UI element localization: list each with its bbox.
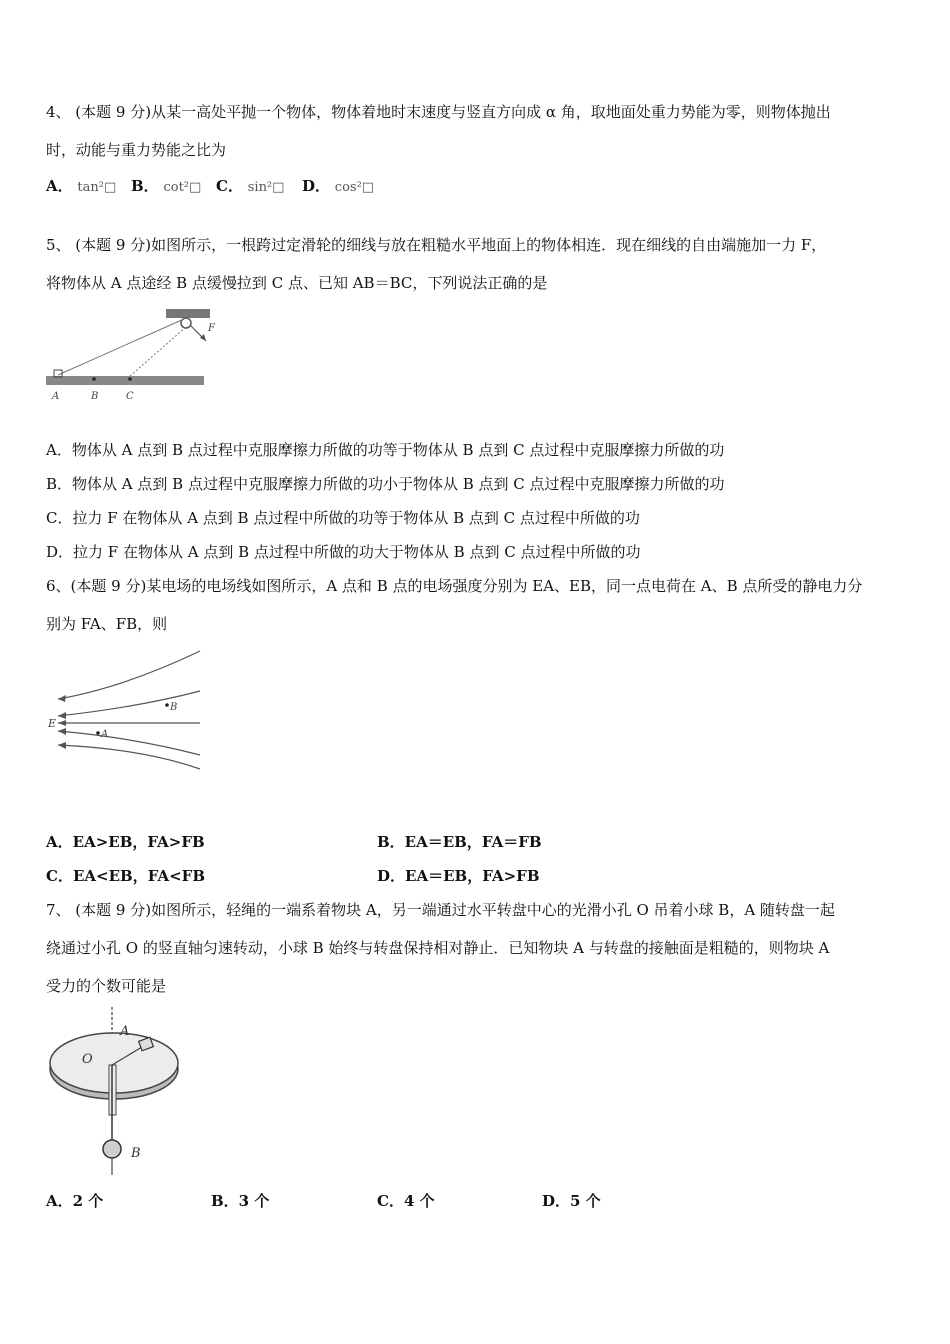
point-a — [96, 731, 100, 735]
q4-option-d-key: D． — [302, 177, 331, 195]
q7-option-a: A．2 个 — [46, 1192, 104, 1210]
q4-option-a-key: A． — [46, 177, 73, 195]
q6-stem-line2: 别为 FA、FB，则 — [46, 615, 168, 633]
q4-option-b-key: B． — [131, 177, 159, 195]
q4-option-a — [46, 176, 116, 198]
q5-option-a: A．物体从 A 点到 B 点过程中克服摩擦力所做的功等于物体从 B 点到 C 点过程中克服摩擦力所做的功 — [46, 441, 725, 459]
label-b: B — [131, 1146, 141, 1161]
point-b — [165, 703, 169, 707]
field-line-5 — [58, 745, 200, 769]
label-e: E — [48, 717, 57, 730]
q7-option-c: C．4 个 — [377, 1192, 435, 1210]
force-arrowhead — [200, 334, 206, 341]
label-a: A — [101, 729, 109, 740]
q4-stem-line2: 时，动能与重力势能之比为 — [46, 141, 227, 159]
q4-option-b — [131, 176, 201, 198]
q7-turntable-figure — [46, 1005, 186, 1177]
label-f: F — [208, 323, 215, 334]
label-c: C — [126, 391, 134, 402]
label-b: B — [91, 391, 99, 402]
q7-option-b: B．3 个 — [211, 1192, 270, 1210]
q7-stem-line2: 绕通过小孔 O 的竖直轴匀速转动，小球 B 始终与转盘保持相对静止．已知物块 A 与转盘的接触面是粗糙的，则物块 A — [46, 939, 830, 957]
q7-option-d: D．5 个 — [542, 1192, 601, 1210]
ceiling-bar — [166, 309, 210, 318]
q6-option-b: B．EA＝EB，FA＝FB — [377, 833, 542, 851]
point-c — [128, 377, 132, 381]
label-o: O — [82, 1052, 93, 1067]
q4-option-c-text: sin²□ — [247, 180, 285, 195]
q5-stem-line1: 5、 (本题 9 分)如图所示，一根跨过定滑轮的细线与放在粗糙水平地面上的物体相连．现在细线的自由端施加一力 F， — [46, 236, 827, 254]
q6-option-d: D．EA＝EB，FA>FB — [377, 867, 540, 885]
ground-bar — [46, 376, 204, 385]
rope-line — [58, 319, 184, 375]
q5-option-c: C．拉力 F 在物体从 A 点到 B 点过程中所做的功等于物体从 B 点到 C 点过程中所做的功 — [46, 509, 640, 527]
point-b — [92, 377, 96, 381]
q5-pulley-figure — [44, 303, 214, 403]
q5-option-b: B．物体从 A 点到 B 点过程中克服摩擦力所做的功小于物体从 B 点到 C 点过程中克服摩擦力所做的功 — [46, 475, 725, 493]
q4-option-d — [302, 176, 374, 198]
q6-field-lines-figure — [44, 645, 209, 775]
q4-option-c-key: C． — [216, 177, 243, 195]
q4-option-c — [216, 176, 284, 198]
q6-option-a: A．EA>EB，FA>FB — [46, 833, 205, 851]
q6-option-c: C．EA<EB，FA<FB — [46, 867, 205, 885]
label-a: A — [52, 391, 60, 402]
q5-option-d: D．拉力 F 在物体从 A 点到 B 点过程中所做的功大于物体从 B 点到 C 点过程中所做的功 — [46, 543, 641, 561]
label-b: B — [170, 702, 178, 713]
q4-option-b-text: cot²□ — [163, 180, 202, 195]
q4-option-a-text: tan²□ — [77, 180, 117, 195]
field-line-1 — [58, 651, 200, 699]
ball-b — [103, 1140, 121, 1158]
label-a: A — [120, 1024, 130, 1039]
q7-stem-line1: 7、 (本题 9 分)如图所示，轻绳的一端系着物块 A，另一端通过水平转盘中心的光滑小孔 O 吊着小球 B，A 随转盘一起 — [46, 901, 835, 919]
q7-stem-line3: 受力的个数可能是 — [46, 977, 167, 995]
q4-stem-line1: 4、 (本题 9 分)从某一高处平抛一个物体，物体着地时末速度与竖直方向成 α 角，取地面处重力势能为零，则物体抛出 — [46, 103, 831, 121]
q5-stem-line2: 将物体从 A 点途经 B 点缓慢拉到 C 点、已知 AB＝BC，下列说法正确的是 — [46, 274, 548, 292]
rope-dashed — [130, 327, 186, 376]
q6-stem-line1: 6、(本题 9 分)某电场的电场线如图所示，A 点和 B 点的电场强度分别为 EA、EB，同一点电荷在 A、B 点所受的静电力分 — [46, 577, 863, 595]
q4-option-d-text: cos²□ — [334, 180, 375, 195]
